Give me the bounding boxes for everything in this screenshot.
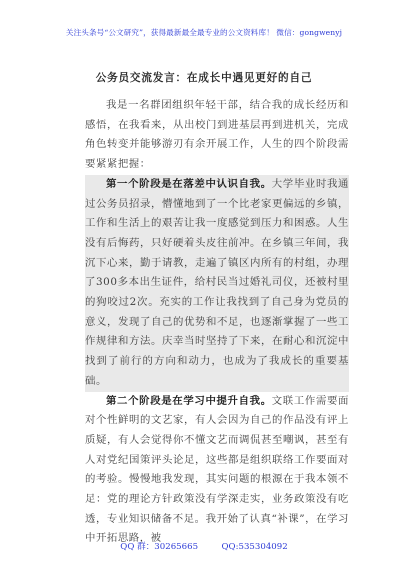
footer-qq-group: QQ 群：30265665 (120, 542, 199, 552)
header-banner: 关注头条号“公文研究”，获得最新最全最专业的公文资料库！ 微信：gongwenyj (65, 28, 343, 37)
paragraph-text: 大学毕业时我通过公务员招录，懵懂地到了一个比老家更偏远的乡镇，工作和生活上的艰苦让我一度感觉到压力和困惑。人生没有后悔药，只好硬着头皮往前冲。在乡镇三年间，我沉下心来，勤于请教，走遍了镇区内所有的村组，办理了300多本出生证件，给村民当过婚礼司仪，还被村里的狗咬过2次。充实的工作让我找到了自己身为党员的意义，发现了自己的优势和不足，也逐渐掌握了一些工作规律和方法。庆幸当时坚持了下来，在耐心和沉淀中找到了前行的方向和动力，也成为了我成长的重要基础。 (85, 177, 349, 387)
paragraph-lead: 第一个阶段是在落差中认识自我。 (106, 177, 272, 190)
paragraph-text: 我是一名群团组织年轻干部，结合我的成长经历和感悟，在我看来，从出校门到进基层再到进机关，完成角色转变并能够游刃有余开展工作，人生的四个阶段需要紧紧把握： (85, 99, 349, 171)
paragraph-stage-two (85, 392, 349, 550)
paragraph-text: 文联工作需要面对个性鲜明的文艺家，有人会因为自己的作品没有评上质疑，有人会觉得你不懂文艺而调侃甚至嘲讽，甚至有人对党纪国策评头论足，这些都是组织联络工作要面对的考验。慢慢地我发现，其实问题的根源在于我本领不足：党的理论方针政策没有学深走实，业务政策没有吃透，专业知识储备不足。我开始了认真“补课”，在学习中开拓思路，被 (85, 394, 349, 545)
paragraph-stage-one (85, 175, 349, 392)
paragraph-intro (85, 96, 349, 175)
document-body (85, 96, 349, 549)
paragraph-lead: 第二个阶段是在学习中提升自我。 (106, 394, 272, 407)
document-title: 公务员交流发言：在成长中遇见更好的自己 (95, 72, 313, 84)
footer-contact (0, 540, 408, 552)
footer-qq: QQ:535304092 (221, 542, 288, 552)
